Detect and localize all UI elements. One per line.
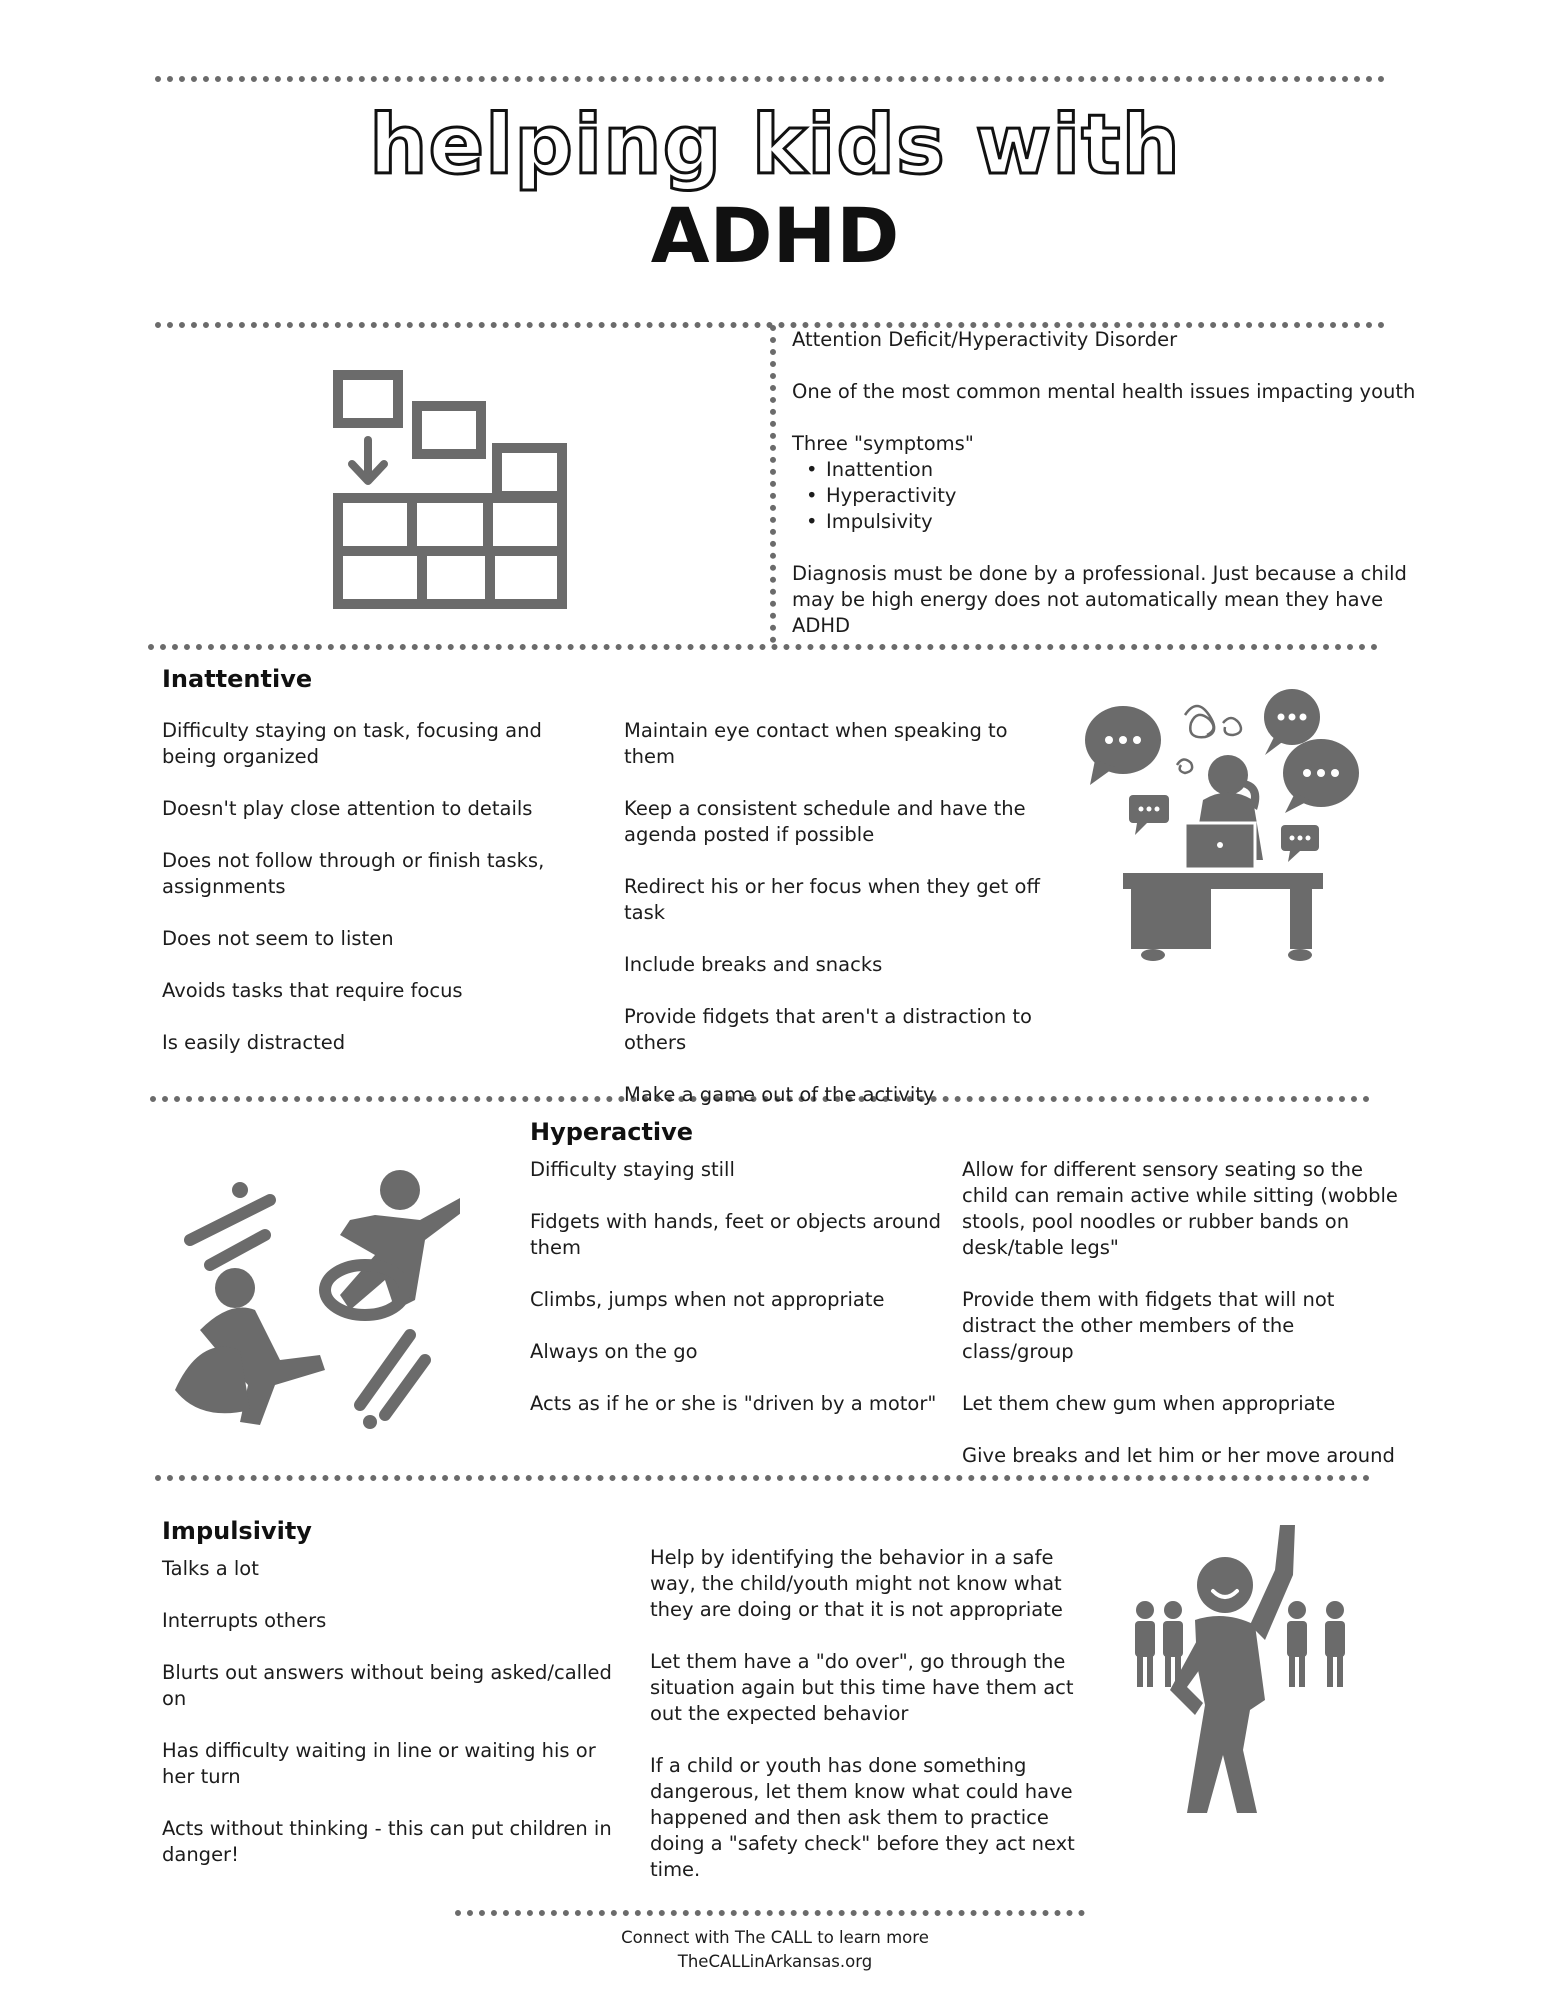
page-title-line1: helping kids with [369, 98, 1181, 193]
list-item: Provide them with fidgets that will not distract the other members of the class/group [962, 1288, 1335, 1363]
symptom-item: • Impulsivity [806, 509, 1432, 535]
hand-raised-person-icon [1125, 1515, 1365, 1815]
list-item: Let them have a "do over", go through the situation again but this time have them act out the expected behavior [650, 1650, 1074, 1725]
hyperactive-signs-list [530, 1157, 950, 1443]
page-title-line2: ADHD [650, 191, 900, 280]
bricks-stacking-icon [330, 370, 575, 610]
divider-footer [455, 1910, 1085, 1916]
list-item: Is easily distracted [162, 1031, 346, 1054]
list-item: Difficulty staying on task, focusing and being organized [162, 719, 542, 768]
list-item: If a child or youth has done something dangerous, let them know what could have happened and then ask them to practice doing a "safety check" before they act next time. [650, 1754, 1075, 1881]
list-item: Blurts out answers without being asked/called on [162, 1661, 612, 1710]
list-item: Give breaks and let him or her move around [962, 1444, 1395, 1467]
list-item: Has difficulty waiting in line or waiting his or her turn [162, 1739, 596, 1788]
impulsivity-strategies-list [650, 1545, 1090, 1909]
list-item: Talks a lot [162, 1557, 259, 1580]
list-item: Fidgets with hands, feet or objects around them [530, 1210, 942, 1259]
list-item: Keep a consistent schedule and have the agenda posted if possible [624, 797, 1026, 846]
divider-intro-bottom [148, 644, 1378, 650]
list-item: Does not seem to listen [162, 927, 394, 950]
inattentive-heading: Inattentive [162, 665, 313, 693]
list-item: Always on the go [530, 1340, 698, 1363]
list-item: Allow for different sensory seating so the child can remain active while sitting (wobble stools, pool noodles or rubber bands on desk/table legs" [962, 1158, 1398, 1259]
overwhelmed-student-icon [1085, 685, 1365, 975]
hyperactive-strategies-list [962, 1157, 1402, 1495]
list-item: Provide fidgets that aren't a distraction to others [624, 1005, 1032, 1054]
list-item: Redirect his or her focus when they get off task [624, 875, 1040, 924]
intro-block [792, 327, 1432, 639]
list-item: Acts without thinking - this can put children in danger! [162, 1817, 612, 1866]
list-item: Include breaks and snacks [624, 953, 883, 976]
list-item: Doesn't play close attention to details [162, 797, 533, 820]
list-item: Avoids tasks that require focus [162, 979, 463, 1002]
footer-connect: Connect with The CALL to learn more [621, 1928, 929, 1947]
inattentive-strategies-list [624, 718, 1054, 1134]
hyperactive-heading: Hyperactive [530, 1118, 694, 1146]
list-item: Does not follow through or finish tasks, assignments [162, 849, 545, 898]
divider-top [155, 76, 1385, 82]
divider-intro-vertical [770, 325, 776, 643]
list-item: Interrupts others [162, 1609, 327, 1632]
intro-full-name: Attention Deficit/Hyperactivity Disorder [792, 328, 1178, 351]
footer-website-link[interactable]: TheCALLinArkansas.org [677, 1952, 873, 1971]
symptoms-list [792, 457, 1432, 535]
jumping-kids-icon [170, 1160, 460, 1430]
list-item: Let them chew gum when appropriate [962, 1392, 1336, 1415]
list-item: Help by identifying the behavior in a safe way, the child/youth might not know what they are doing or that it is not appropriate [650, 1546, 1063, 1621]
intro-common: One of the most common mental health issues impacting youth [792, 380, 1416, 403]
symptom-item: • Inattention [806, 457, 1432, 483]
impulsivity-signs-list [162, 1556, 617, 1894]
symptom-item: • Hyperactivity [806, 483, 1432, 509]
list-item: Make a game out of the activity [624, 1083, 935, 1106]
list-item: Acts as if he or she is "driven by a motor" [530, 1392, 937, 1415]
inattentive-signs-list [162, 718, 602, 1082]
intro-diagnosis: Diagnosis must be done by a professional. Just because a child may be high energy does not automatically mean they have ADHD [792, 562, 1407, 637]
intro-symptoms-heading: Three "symptoms" [792, 432, 974, 455]
list-item: Difficulty staying still [530, 1158, 735, 1181]
list-item: Climbs, jumps when not appropriate [530, 1288, 885, 1311]
impulsivity-heading: Impulsivity [162, 1517, 312, 1545]
list-item: Maintain eye contact when speaking to them [624, 719, 1008, 768]
